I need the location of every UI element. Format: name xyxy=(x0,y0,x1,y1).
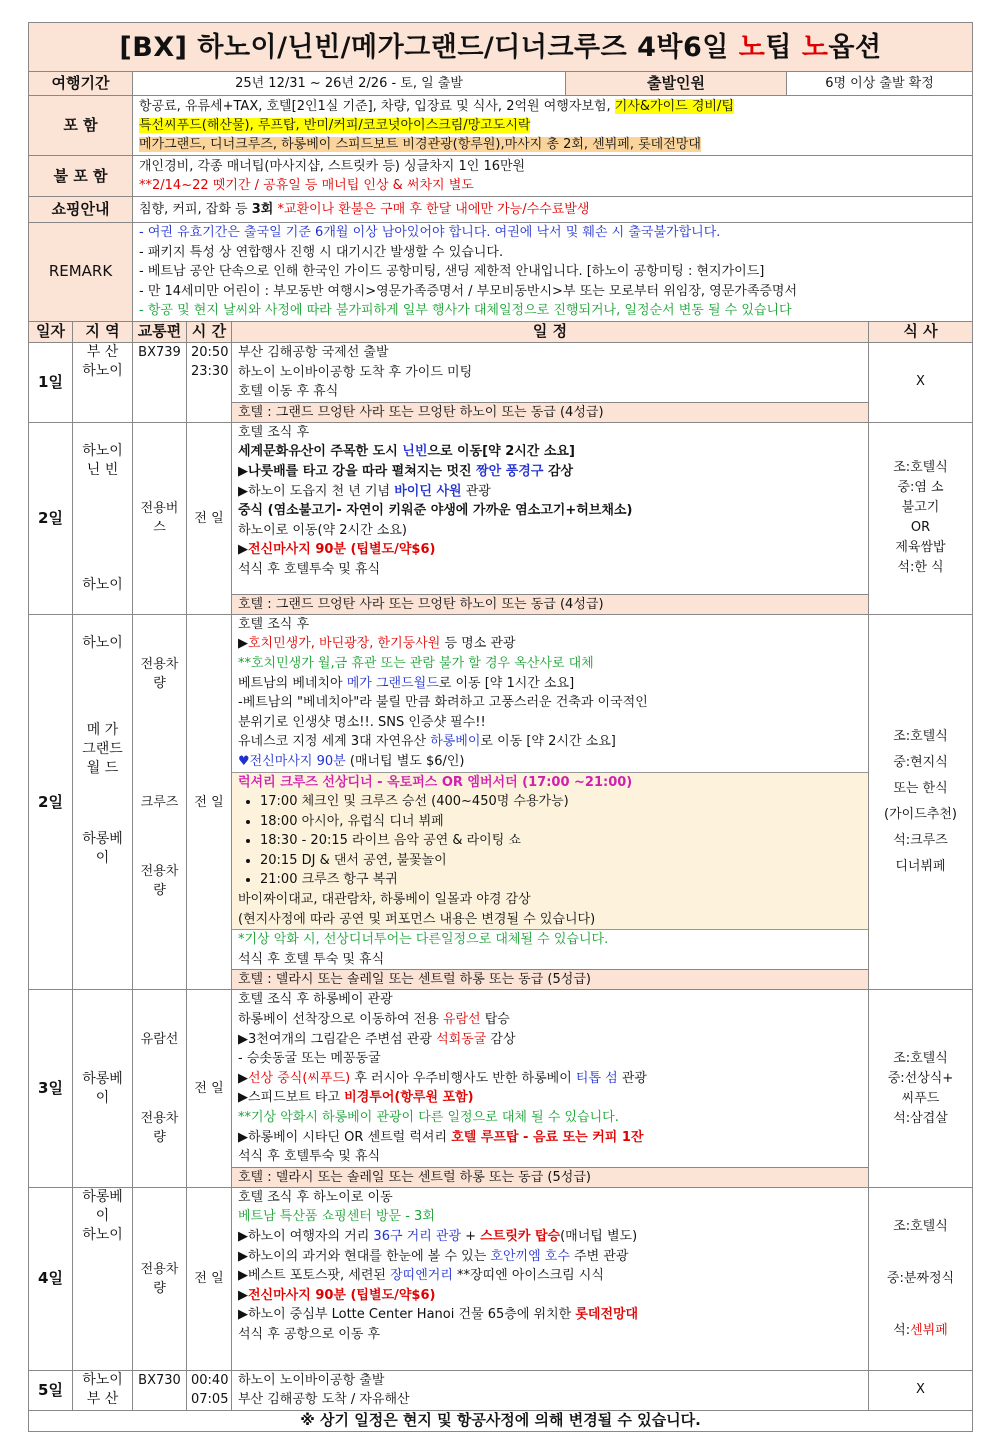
schedule-header: 일자 지 역 교통편 시 간 일 정 식 사 xyxy=(29,321,973,342)
exclude-value: 개인경비, 각종 매너팁(마사지샵, 스트릿카 등) 싱글차지 1인 16만원 **2/14~22 뗏기간 / 공휴일 등 매너팁 인상 & 써차지 별도 xyxy=(133,156,973,197)
day-row: 5일 하노이 부 산 BX730 00:40 07:05 하노이 노이바이공항 출발 부산 김해공항 도착 / 자유해산 X xyxy=(29,1370,973,1410)
shopping-label: 쇼핑안내 xyxy=(29,197,133,223)
hotel-line: 호텔 : 그랜드 므엉탄 사라 또는 므엉탄 하노이 또는 동급 (4성급) xyxy=(232,402,869,422)
day-row: 2일 하노이 닌 빈 하노이 전용버스 전 일 호텔 조식 후 세계문화유산이 주목한 도시 닌빈으로 이동[약 2시간 소요] ▶나룻배를 타고 강을 따라 펼쳐지는 멋진 짱안 풍경구 감상 ▶하노이 도읍지 천 년 기념 바이딘 사원 관광 중식 (염소불고기- 자연이 키워준 야생에 가까운 염소고기+허브채소) 하노이로 이동(약 2시간 소요) ▶전신마사지 90분 (팁별도/약$6) 석식 후 호텔투숙 및 휴식 조:호텔식 중:염 소 불고기 OR 제육쌈밥 석:한 식 xyxy=(29,422,973,594)
day-row: 4일 하롱베이 하노이 전용차량 전 일 호텔 조식 후 하노이로 이동 베트남 특산품 쇼핑센터 방문 - 3회 ▶하노이 여행자의 거리 36구 거리 관광 + 스트릿카 탑승(매너팁 별도) ▶하노이의 과거와 현대를 한눈에 볼 수 있는 호안끼엠 호수 주변 관광 ▶베스트 포토스팟, 세련된 장띠엔거리 **장띠엔 아이스크림 시식 ▶전신마사지 90분 (팁별도/약$6) ▶하노이 중심부 Lotte Center Hanoi 건물 65층에 위치한 롯데전망대 석식 후 공항으로 이동 후 조:호텔식 중:분짜정식 석:센뷔페 xyxy=(29,1187,973,1370)
remark-value: - 여권 유효기간은 출국일 기준 6개월 이상 남아있어야 합니다. 여권에 낙서 및 훼손 시 출국불가합니다. - 패키지 특성 상 연합행사 진행 시 대기시간 발생할 수 있습니다. - 베트남 공안 단속으로 인해 한국인 가이드 공항미팅, 샌딩 제한적 안내입니다. [하노이 공항미팅 : 현지가이드] - 만 14세미만 어린이 : 부모동반 여행시>영문가족증명서 / 부모비동반시>부 또는 모로부터 위임장, 영문가족증명서 - 항공 및 현지 날씨와 사정에 따라 불가피하게 일부 행사가 대체일정으로 진행되거나, 일정순서 변동 될 수 있습니다 xyxy=(133,223,973,322)
title-no-1: 노 xyxy=(738,31,766,63)
shopping-value: 침향, 커피, 잡화 등 3회 *교환이나 환불은 구매 후 한달 내에만 가능/수수료발생 xyxy=(133,197,973,223)
cruise-box: 럭셔리 크루즈 선상디너 - 옥토퍼스 OR 엠버서더 (17:00 ~21:00) • 17:00 체크인 및 크루즈 승선 (400~450명 수용가능) • 18:00 아시아, 유럽식 디너 뷔페 • 18:30 - 20:15 라이브 음악 공연 & 라이팅 쇼 • 20:15 DJ & 댄서 공연, 불꽃놀이 • 21:00 크루즈 항구 복귀 바이짜이대교, 대관람차, 하롱베이 일몰과 야경 감상 (현지사정에 따라 공연 및 퍼포먼스 내용은 변경될 수 있습니다) xyxy=(232,772,868,931)
include-label: 포 함 xyxy=(29,96,133,156)
remark-label: REMARK xyxy=(29,223,133,322)
exclude-label: 불 포 함 xyxy=(29,156,133,197)
people-label: 출발인원 xyxy=(566,72,787,96)
itinerary-page xyxy=(28,22,972,1432)
day-row: 3일 하롱베이 유람선 전용차량 전 일 호텔 조식 후 하롱베이 관광 하롱베이 선착장으로 이동하여 전용 유람선 탑승 ▶3천여개의 그림같은 주변섬 관광 석회동굴 감상 - 승솟동굴 또는 메꽁동굴 ▶선상 중식(씨푸드) 후 러시아 우주비행사도 반한 하롱베이 티톱 섬 관광 ▶스피드보트 타고 비경투어(항루원 포함) **기상 악화시 하롱베이 관광이 다른 일정으로 대체 될 수 있습니다. ▶하롱베이 시타딘 OR 센트럴 럭셔리 호텔 루프탑 - 음료 또는 커피 1잔 석식 후 호텔투숙 및 휴식 조:호텔식 중:선상식+ 씨푸드 석:삼겹살 xyxy=(29,990,973,1167)
period-label: 여행기간 xyxy=(29,72,133,96)
day-row: 1일 부 산 하노이 BX739 20:50 23:30 부산 김해공항 국제선 출발 하노이 노이바이공항 도착 후 가이드 미팅 호텔 이동 후 휴식 X xyxy=(29,342,973,402)
footer-note: ※ 상기 일정은 현지 및 항공사정에 의해 변경될 수 있습니다. xyxy=(29,1410,973,1431)
page-title: [BX] 하노이/닌빈/메가그랜드/디너크루즈 4박6일 노팁 노옵션 xyxy=(29,23,973,72)
itinerary-table xyxy=(28,22,973,1432)
people-value: 6명 이상 출발 확정 xyxy=(787,72,973,96)
title-no-2: 노 xyxy=(801,31,829,63)
include-value: 항공료, 유류세+TAX, 호텔[2인1실 기준], 차량, 입장료 및 식사, 2억원 여행자보험, 기사&가이드 경비/팁 특선씨푸드(해산물), 루프탑, 반미/커피/코코넛아이스크림/망고도시락 메가그랜드, 디너크루즈, 하롱베이 스피드보트 비경관광(항루원),마사지 총 2회, 센뷔페, 롯데전망대 xyxy=(133,96,973,156)
period-value: 25년 12/31 ~ 26년 2/26 - 토, 일 출발 xyxy=(133,72,566,96)
day-row: 2일 하노이 메 가 그랜드 월 드 하롱베이 전용차량 크루즈 전용차량 전 일 호텔 조식 후 ▶호치민생가, 바딘광장, 한기둥사원 등 명소 관광 **호치민생가 월,금 휴관 또는 관람 불가 할 경우 옥산사로 대체 베트남의 베네치아 메가 그랜드월드로 이동 [약 1시간 소요] -베트남의 "베네치아"라 불릴 만큼 화려하고 고풍스러운 건축과 이국적인 분위기로 인생샷 명소!!. SNS 인증샷 필수!! 유네스코 지정 세계 3대 자연유산 하롱베이로 이동 [약 2시간 소요] ♥전신마사지 90분 (매너팁 별도 $6/인) 럭셔리 크루즈 선상디너 - 옥토퍼스 OR 엠버서더 (17:00 ~21:00) • 17:00 체크인 및 크루즈 승선 (400~450명 수용가능) • 18:00 아시아, 유럽식 디너 뷔페 • 18:30 - 20:15 라이브 음악 공연 & 라이팅 쇼 • 20:15 DJ & 댄서 공연, 불꽃놀이 • 21:00 크루즈 항구 복귀 바이짜이대교, 대관람차, 하롱베이 일몰과 야경 감상 (현지사정에 따라 공연 및 퍼포먼스 내용은 변경될 수 있습니다) *기상 악화 시, 선상디너투어는 다른일정으로 대체될 수 있습니다. 석식 후 호텔 투숙 및 휴식 조:호텔식 중:현지식 또는 한식 (가이드추천) 석:크루즈 디너뷔페 xyxy=(29,614,973,970)
hotel-line: 호텔 : 델라시 또는 솔레일 또는 센트럴 하롱 또는 동급 (5성급) xyxy=(232,1167,869,1187)
hotel-line: 호텔 : 그랜드 므엉탄 사라 또는 므엉탄 하노이 또는 동급 (4성급) xyxy=(232,594,869,614)
hotel-line: 호텔 : 델라시 또는 솔레일 또는 센트럴 하롱 또는 동급 (5성급) xyxy=(232,970,869,990)
